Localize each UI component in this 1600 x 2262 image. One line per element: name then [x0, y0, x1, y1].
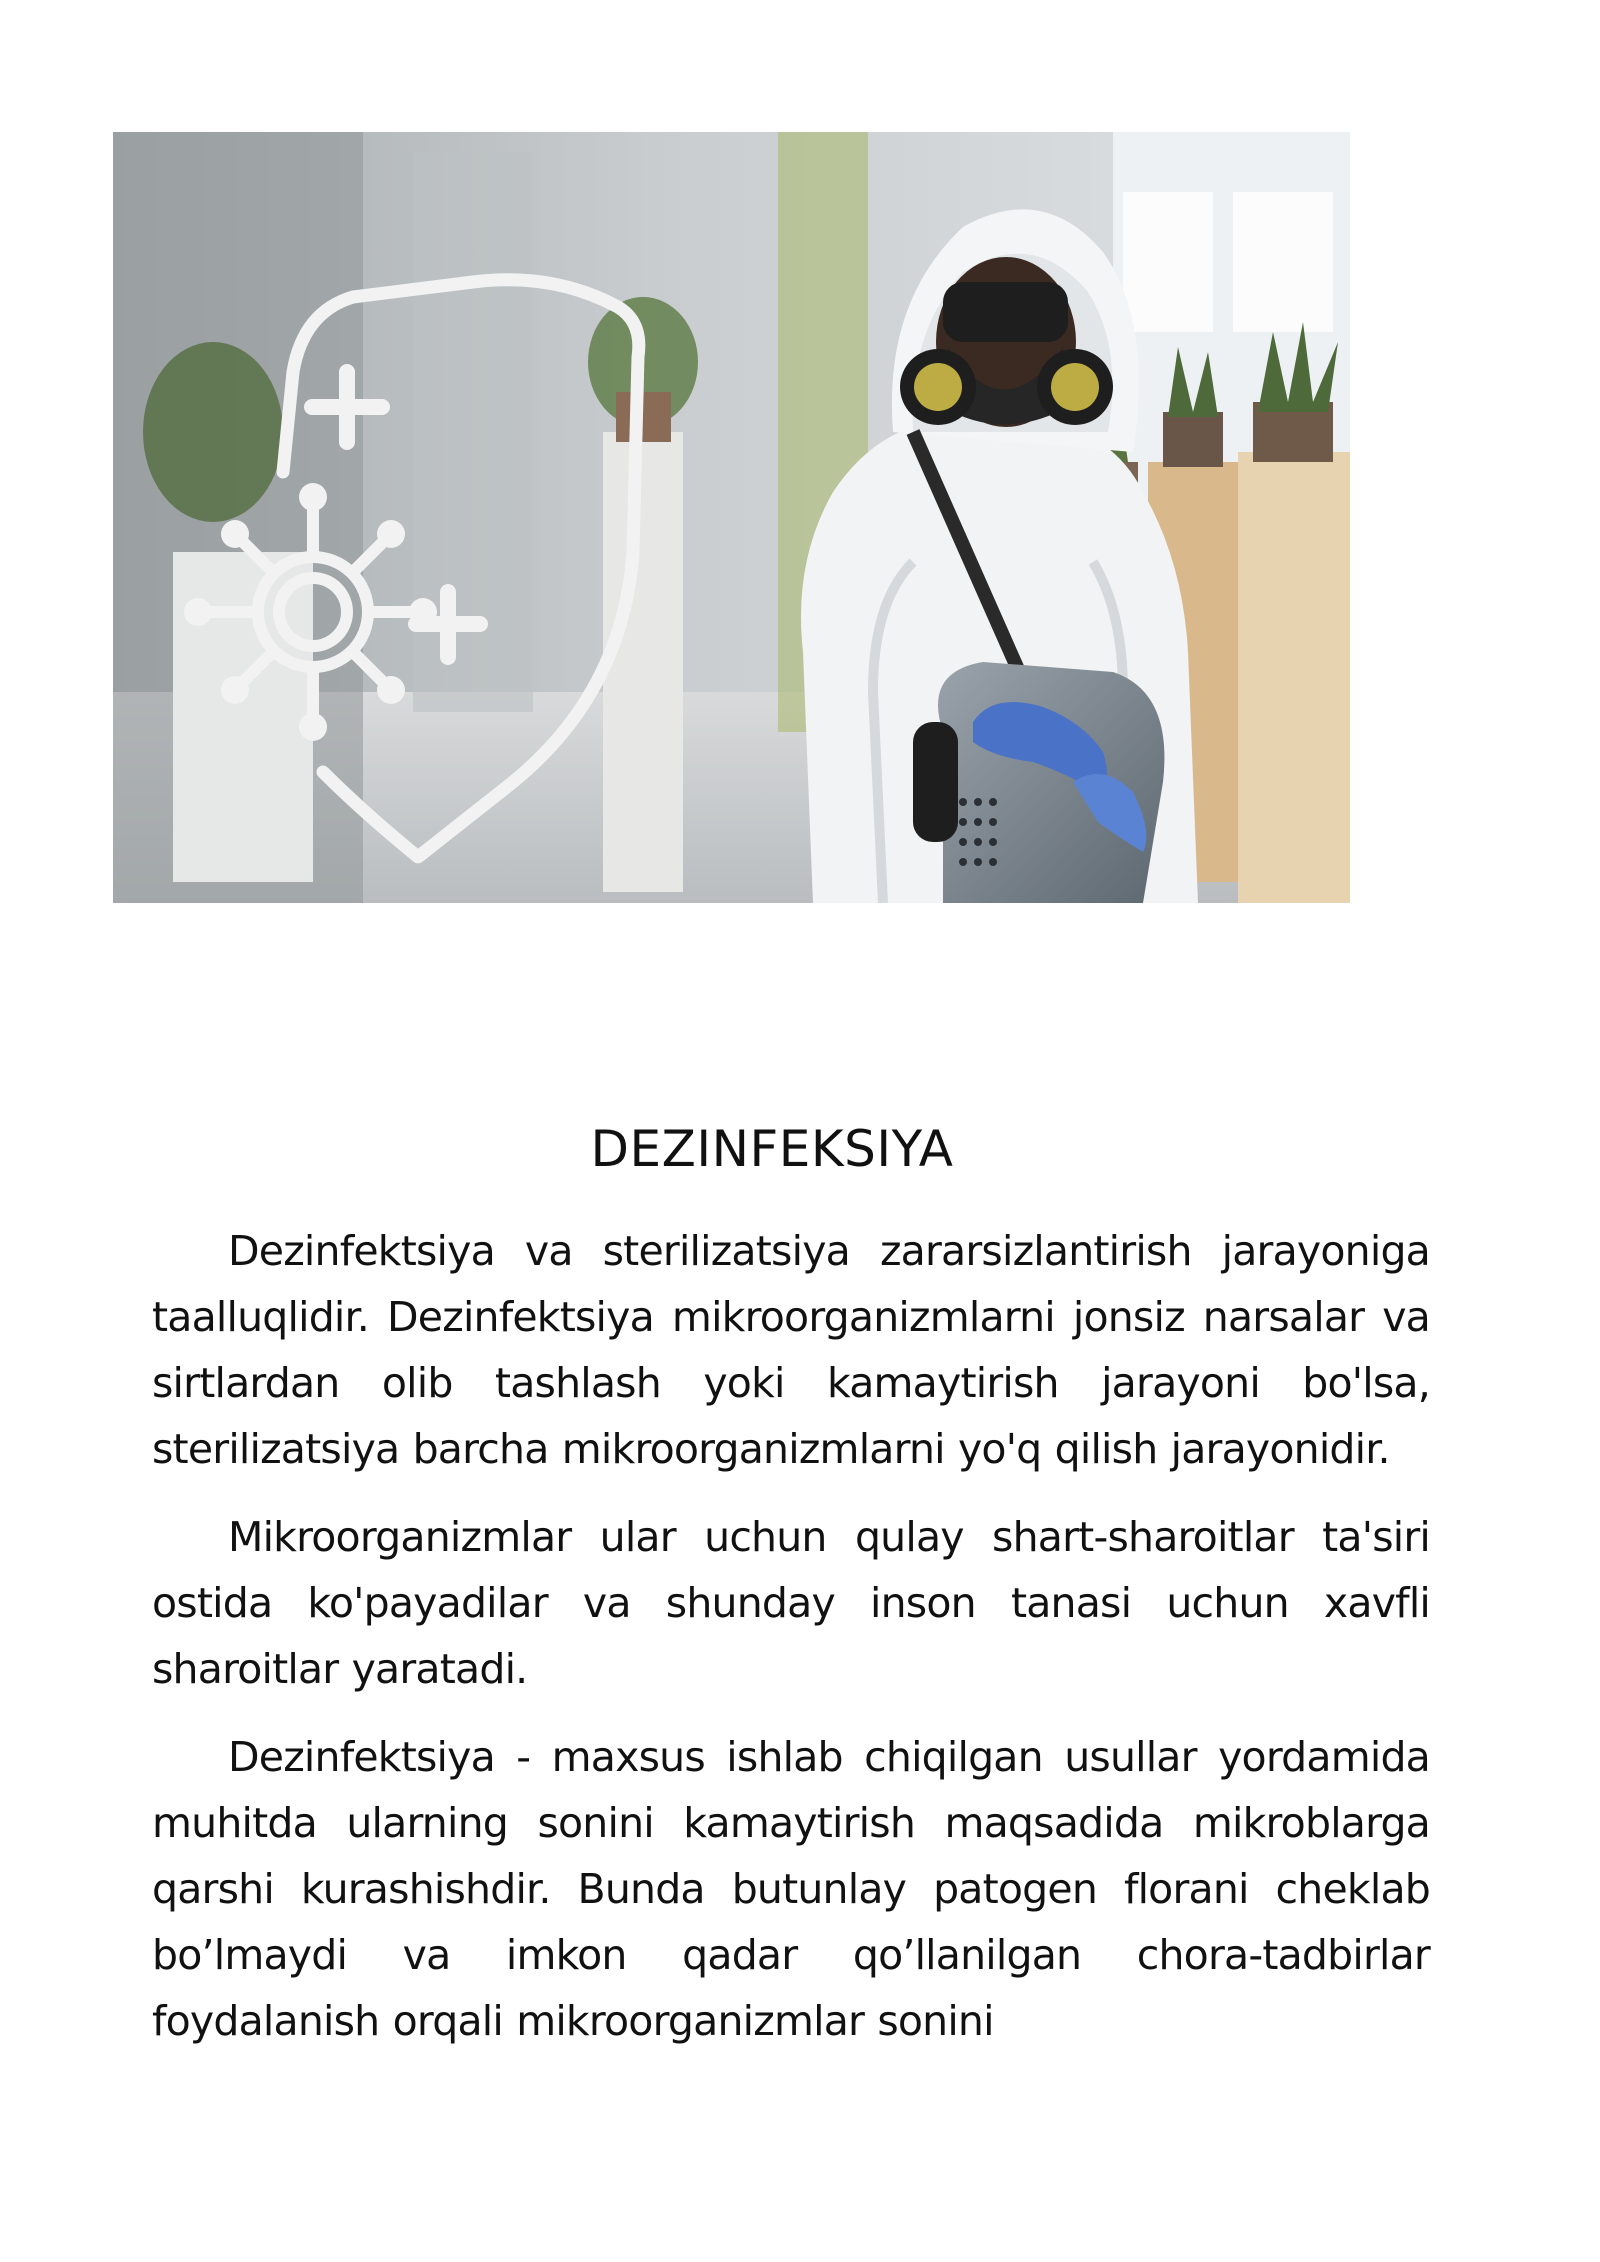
paragraph: Dezinfektsiya - maxsus ishlab chiqilgan usullar yordamida muhitda ularning sonini kamaytirish maqsadida mikroblarga qarshi kurashishdir. Bunda butunlay patogen florani cheklab bo’lmaydi va imkon qadar qo’llanilgan chora-tadbirlar foydalanish orqali mikroorganizmlar sonini	[152, 1733, 1430, 2045]
document-title: DEZINFEKSIYA	[590, 1120, 954, 1178]
document-body	[152, 1218, 1430, 2076]
disinfection-photo	[113, 132, 1350, 903]
paragraph: Mikroorganizmlar ular uchun qulay shart-sharoitlar ta'siri ostida ko'payadilar va shunday inson tanasi uchun xavfli sharoitlar yaratadi.	[152, 1513, 1430, 1693]
paragraph: Dezinfektsiya va sterilizatsiya zararsizlantirish jarayoniga taalluqlidir. Dezinfektsiya mikroorganizmlarni jonsiz narsalar va sirtlardan olib tashlash yoki kamaytirish jarayoni bo'lsa, sterilizatsiya barcha mikroorganizmlarni yo'q qilish jarayonidir.	[152, 1227, 1430, 1473]
disinfection-illustration	[113, 132, 1350, 903]
